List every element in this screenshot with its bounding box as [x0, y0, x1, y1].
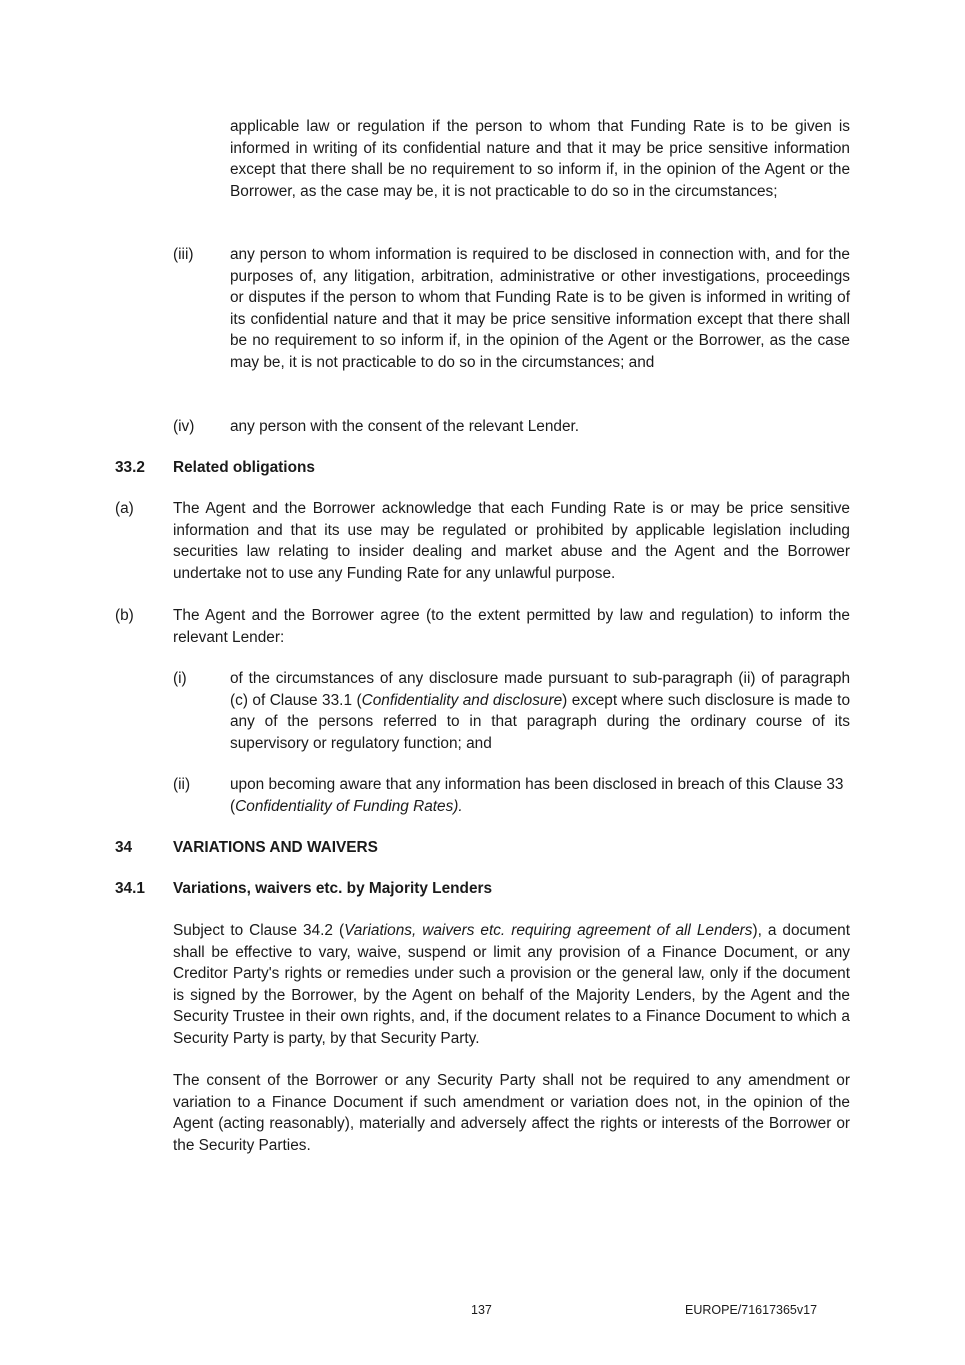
para-b-ii-number: (ii) — [173, 776, 191, 793]
para-b-i-post: ) except where such disclosure is made to any of the persons referred to in that paragraph during the ordinary course of its supervisory or regulatory function; and — [230, 691, 851, 752]
para-b-ii-text — [230, 774, 855, 817]
item-iii-text: any person to whom information is required to be disclosed in connection with, and for the purposes of, any litigation, arbitration, administrative or other investigations, proceedings or disputes if the person to whom that Funding Rate is to be given is informed in writing of its confidential nature and that it may be price sensitive information except that there shall be no requirement to so inform if, in the opinion of the Agent or the Borrower, as the case may be, it is not practicable to do so in the circumstances; and — [230, 246, 850, 371]
clause-33-2-title: Related obligations — [173, 459, 315, 476]
clause-34-1-paragraph-2: The consent of the Borrower or any Security Party shall not be required to any amendment or variation to a Finance Document if such amendment or variation does not, in the opinion of the Agent (acting reasonably), materially and adversely affect the rights or interests of the Borrower or the Security Parties. — [173, 1072, 850, 1154]
clause-33-2-number: 33.2 — [115, 459, 145, 476]
para-b-number: (b) — [115, 607, 134, 624]
clause-34-1-title: Variations, waivers etc. by Majority Lenders — [173, 880, 493, 897]
para-b-i-text — [230, 668, 850, 754]
p1-italic: Variations, waivers etc. requiring agreement of all Lenders — [344, 922, 753, 939]
p1-post: ), a document shall be effective to vary, waive, suspend or limit any provision of a Finance Document, or any Creditor Party's rights or remedies under such a provision or the general law, only if the document is signed by the Borrower, by the Agent on behalf of the Majority Lenders, by the Agent and the Security Trustee in their own rights, and, if the document relates to a Finance Document to which a Security Party is party, by that Security Party. — [173, 922, 850, 1047]
document-reference: EUROPE/71617365v17 — [685, 1303, 818, 1317]
clause-34-1-paragraph-1 — [173, 920, 850, 1050]
p1-pre: Subject to Clause 34.2 ( — [173, 922, 345, 939]
continuation-paragraph: applicable law or regulation if the person to whom that Funding Rate is to be given is informed in writing of its confidential nature and that it may be price sensitive information except that there shall be no requirement to so inform if, in the opinion of the Agent or the Borrower, as the case may be, it is not practicable to do so in the circumstances; — [230, 118, 850, 200]
para-b-ii-pre: upon becoming aware that any information has been disclosed in breach of this Clause 33 ( — [230, 776, 844, 815]
para-b-i-number: (i) — [173, 670, 187, 687]
para-b-ii-italic: Confidentiality of Funding Rates). — [235, 797, 463, 815]
clause-34-number: 34 — [115, 839, 133, 856]
para-b-i-italic: Confidentiality and disclosure — [361, 691, 563, 709]
clause-34-1-number: 34.1 — [115, 880, 145, 897]
page-number: 137 — [471, 1303, 492, 1317]
item-iv-number: (iv) — [173, 418, 195, 435]
clause-34-title: VARIATIONS AND WAIVERS — [173, 839, 378, 856]
item-iv-text: any person with the consent of the relevant Lender. — [230, 418, 580, 435]
para-a-number: (a) — [115, 500, 134, 517]
para-a-text: The Agent and the Borrower acknowledge that each Funding Rate is or may be price sensitive information and that its use may be regulated or prohibited by applicable legislation including securities law relating to insider dealing and market abuse and the Agent and the Borrower undertake not to use any Funding Rate for any unlawful purpose. — [173, 500, 850, 582]
para-b-i-pre: of the circumstances of any disclosure made pursuant to sub-paragraph (ii) of paragraph (c) of Clause 33.1 ( — [230, 670, 850, 709]
para-b-text: The Agent and the Borrower agree (to the extent permitted by law and regulation) to inform the relevant Lender: — [173, 607, 850, 646]
item-iii-number: (iii) — [173, 246, 194, 263]
